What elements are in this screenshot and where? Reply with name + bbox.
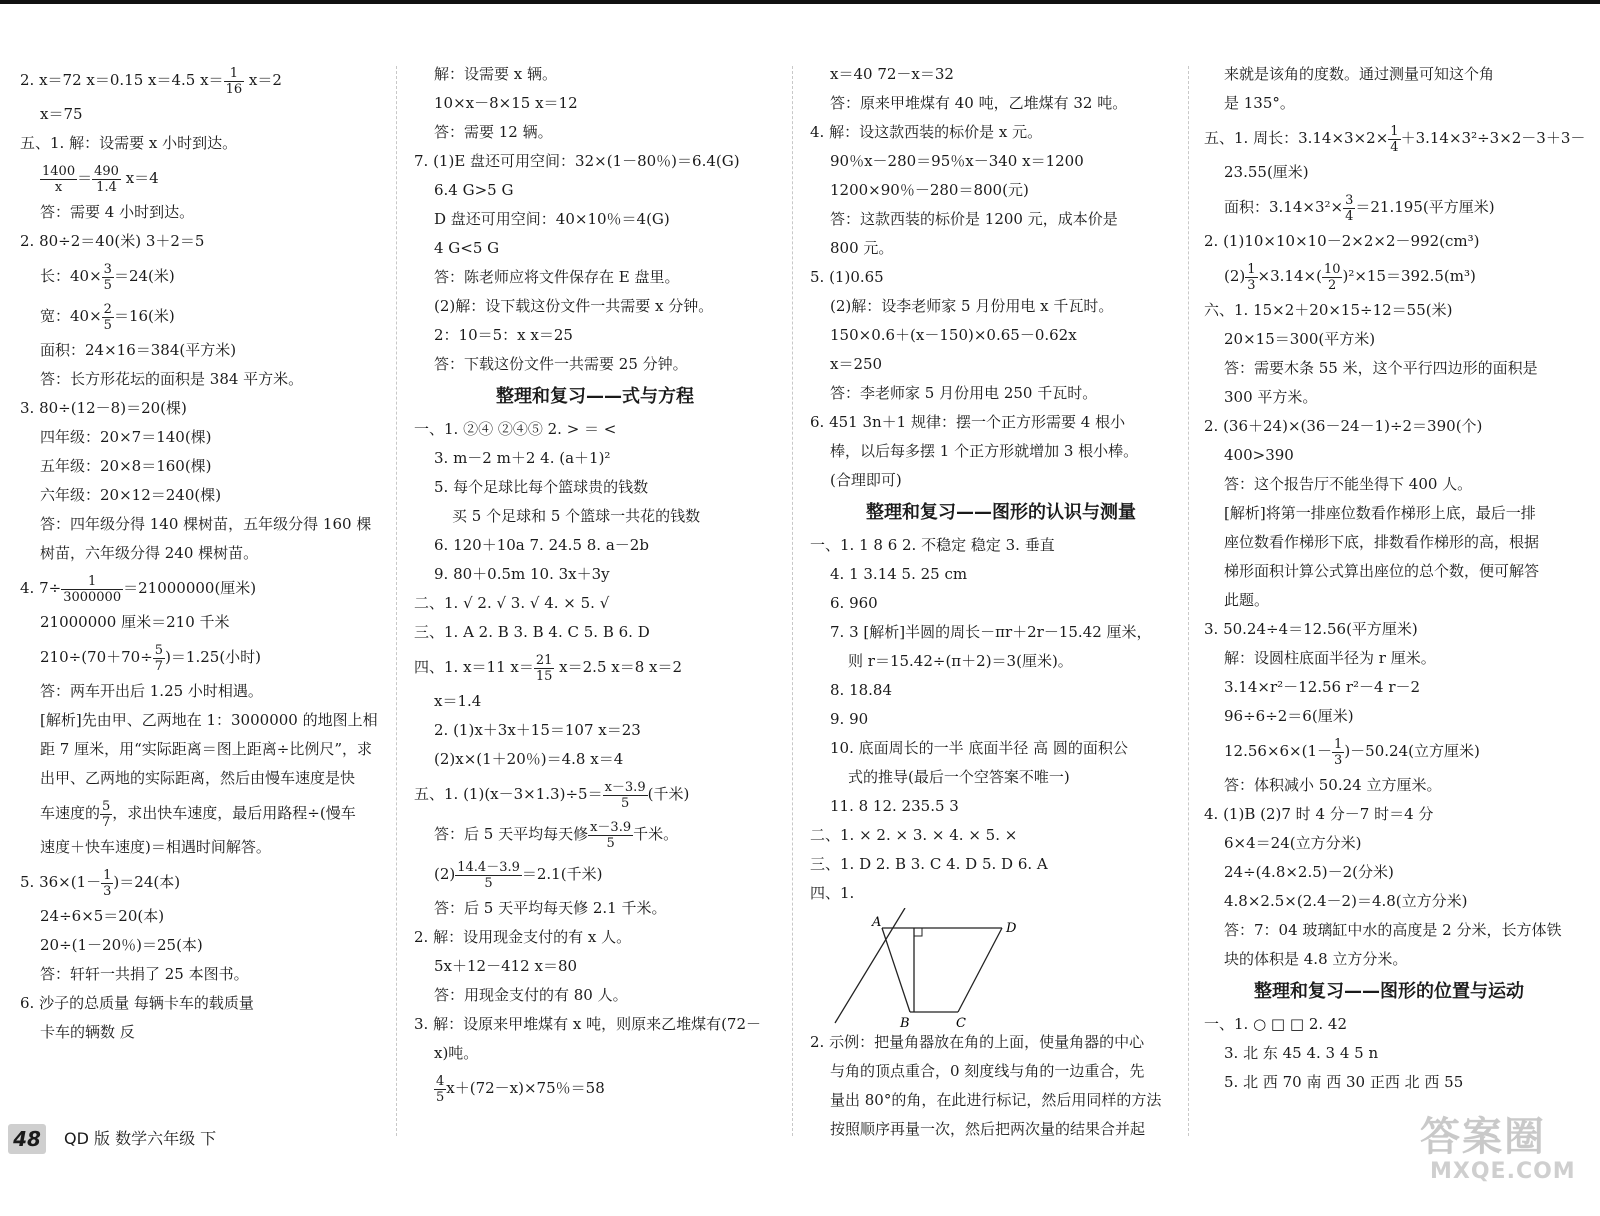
answer-line: 4 G<5 G	[434, 239, 500, 257]
answer-line: 2. (36＋24)×(36－24－1)÷2＝390(个)	[1204, 417, 1483, 435]
answer-line: 六年级：20×12＝240(棵)	[40, 486, 222, 504]
answer-line: 五、1. 解：设需要 x 小时到达。	[20, 134, 238, 152]
answer-line: 五、1. (1)(x－3×1.3)÷5＝ $\frac{x-3.9}{5}$ (千米)	[414, 779, 690, 811]
watermark	[1420, 1105, 1590, 1205]
vertex-label-b: B	[900, 1016, 910, 1028]
answer-line: 10×x－8×15 x＝12	[434, 94, 578, 112]
answer-line: 5. 北 西 70 南 西 30 正西 北 西 55	[1224, 1073, 1464, 1091]
answer-line: 答：这款西装的标价是 1200 元，成本价是	[830, 210, 1118, 228]
column-divider	[396, 66, 397, 1136]
answer-line: 按照顺序再量一次，然后把两次量的结果合并起	[830, 1120, 1146, 1138]
answer-line: 24÷6×5＝20(本)	[40, 907, 165, 925]
answer-line: 6.4 G>5 G	[434, 181, 514, 199]
answer-line: (2) $\frac{14.4-3.9}{5}$ ＝2.1(千米)	[434, 859, 603, 891]
answer-line: 23.55(厘米)	[1224, 163, 1309, 181]
answer-line: 三、1. A 2. B 3. B 4. C 5. B 6. D	[414, 623, 650, 641]
answer-line: 答：需要 4 小时到达。	[40, 203, 195, 221]
answer-line: 300 平方米。	[1224, 388, 1318, 406]
answer-line: 5. 每个足球比每个篮球贵的钱数	[434, 478, 649, 496]
answer-line: 解：设圆柱底面半径为 r 厘米。	[1224, 649, 1436, 667]
answer-line: 4. 解：设这款西装的标价是 x 元。	[810, 123, 1043, 141]
section-heading: 整理和复习——图形的位置与运动	[1254, 981, 1524, 1002]
answer-column-1	[20, 60, 378, 1047]
answer-line: 7. (1)E 盘还可用空间：32×(1－80％)＝6.4(G)	[414, 152, 740, 170]
geometry-figure	[810, 908, 1192, 1028]
answer-line: 来就是该角的度数。通过测量可知这个角	[1224, 65, 1495, 83]
answer-line: 与角的顶点重合，0 刻度线与角的一边重合，先	[830, 1062, 1145, 1080]
answer-line: 答：两车开出后 1.25 小时相遇。	[40, 682, 263, 700]
answer-line: 答：后 5 天平均每天修 $\frac{x-3.9}{5}$ 千米。	[434, 819, 679, 851]
answer-line: 150×0.6＋(x－150)×0.65－0.62x	[830, 326, 1077, 344]
answer-line: 面积：24×16＝384(平方米)	[40, 341, 237, 359]
top-rule	[0, 0, 1600, 4]
analysis-line: 此题。	[1224, 591, 1270, 609]
answer-column-2	[414, 60, 776, 1108]
answer-line: 面积：3.14×3²× $\frac{3}{4}$ ＝21.195(平方厘米)	[1224, 192, 1495, 224]
answer-line: 长：40× $\frac{3}{5}$ ＝24(米)	[40, 261, 175, 293]
analysis-line: 车速度的 $\frac{5}{7}$ ，求出快车速度，最后用路程÷(慢车	[40, 798, 356, 830]
answer-line: 6. 沙子的总质量 每辆卡车的载质量	[20, 994, 254, 1012]
answer-line: 三、1. D 2. B 3. C 4. D 5. D 6. A	[810, 855, 1048, 873]
answer-line: 答：这个报告厅不能坐得下 400 人。	[1224, 475, 1473, 493]
answer-line: x＝40 72－x＝32	[830, 65, 954, 83]
answer-line: (2) $\frac{1}{3}$ ×3.14×( $\frac{10}{2}$ )²×15＝392.5(m³)	[1224, 261, 1476, 293]
analysis-line: 出甲、乙两地的实际距离，然后由慢车速度是快	[40, 769, 356, 787]
vertex-label-d: D	[1006, 921, 1017, 936]
answer-line: 400>390	[1224, 446, 1294, 464]
answer-line: 二、1. √ 2. √ 3. √ 4. × 5. √	[414, 594, 610, 612]
answer-line: 五年级：20×8＝160(棵)	[40, 457, 212, 475]
answer-line: 式的推导(最后一个空答案不唯一)	[848, 768, 1070, 786]
section-heading: 整理和复习——图形的认识与测量	[866, 502, 1136, 523]
answer-line: 10. 底面周长的一半 底面半径 高 圆的面积公	[830, 739, 1128, 757]
answer-line: 四年级：20×7＝140(棵)	[40, 428, 212, 446]
page-footer	[8, 1124, 308, 1156]
answer-line: 8. 18.84	[830, 681, 893, 699]
answer-line: 1200×90％－280＝800(元)	[830, 181, 1029, 199]
answer-line: x＝1.4	[434, 692, 482, 710]
side-ba	[882, 928, 910, 1012]
answer-line: 答：轩轩一共捐了 25 本图书。	[40, 965, 249, 983]
answer-line: 12.56×6×(1－ $\frac{1}{3}$ )－50.24(立方厘米)	[1224, 736, 1480, 768]
answer-line: 4.8×2.5×(2.4－2)＝4.8(立方分米)	[1224, 892, 1468, 910]
answer-line: 答：用现金支付的有 80 人。	[434, 986, 628, 1004]
vertex-label-c: C	[956, 1016, 966, 1028]
watermark-logo-text: 答案圈	[1420, 1114, 1546, 1160]
answer-line: 90％x－280＝95％x－340 x＝1200	[830, 152, 1084, 170]
analysis-line: 梯形面积计算公式算出座位的总个数，便可解答	[1224, 562, 1540, 580]
right-angle-mark	[914, 928, 922, 936]
answer-line: (2)解：设李老师家 5 月份用电 x 千瓦时。	[830, 297, 1114, 315]
answer-line: 则 r＝15.42÷(π＋2)＝3(厘米)。	[848, 652, 1073, 670]
answer-line: 2：10＝5：x x＝25	[434, 326, 573, 344]
answer-line: 21000000 厘米＝210 千米	[40, 613, 230, 631]
answer-line: 答：陈老师应将文件保存在 E 盘里。	[434, 268, 680, 286]
answer-line: 买 5 个足球和 5 个篮球一共花的钱数	[452, 507, 701, 525]
answer-line: 2. 解：设用现金支付的有 x 人。	[414, 928, 632, 946]
answer-line: 3. 北 东 45 4. 3 4 5 n	[1224, 1044, 1379, 1062]
answer-line: 800 元。	[830, 239, 894, 257]
answer-line: 棒，以后每多摆 1 个正方形就增加 3 根小棒。	[830, 442, 1139, 460]
answer-line: 2. (1)10×10×10－2×2×2－992(cm³)	[1204, 232, 1480, 250]
watermark-url: MXQE.COM	[1430, 1159, 1576, 1184]
answer-line: 二、1. × 2. × 3. × 4. × 5. ×	[810, 826, 1018, 844]
answer-line: 答：需要 12 辆。	[434, 123, 553, 141]
answer-line: 一、1. 1 8 6 2. 不稳定 稳定 3. 垂直	[810, 536, 1055, 554]
answer-line: 9. 80＋0.5m 10. 3x＋3y	[434, 565, 610, 583]
vertex-label-a: A	[872, 915, 882, 930]
answer-line: 5. (1)0.65	[810, 268, 884, 286]
answer-line: 6×4＝24(立方分米)	[1224, 834, 1362, 852]
answer-line: x＝250	[830, 355, 883, 373]
side-dc	[958, 928, 1002, 1012]
analysis-line: 距 7 厘米，用“实际距离＝图上距离÷比例尺”，求	[40, 740, 372, 758]
answer-line: 六、1. 15×2＋20×15÷12＝55(米)	[1204, 301, 1453, 319]
answer-line: 4. (1)B (2)7 时 4 分－7 时＝4 分	[1204, 805, 1434, 823]
trapezoid-figure	[810, 908, 1190, 1028]
answer-line: 5x＋12－412 x＝80	[434, 957, 578, 975]
answer-column-3	[810, 60, 1192, 1144]
answer-line: 11. 8 12. 235.5 3	[830, 797, 959, 815]
answer-line: 量出 80°的角，在此进行标记，然后用同样的方法	[830, 1091, 1162, 1109]
answer-line: 解：设需要 x 辆。	[434, 65, 557, 83]
answer-line: 210÷(70＋70÷ $\frac{5}{7}$ )＝1.25(小时)	[40, 642, 262, 674]
answer-line: 五、1. 周长：3.14×3×2× $\frac{1}{4}$ ＋3.14×3²÷3×2－3＋3－	[1204, 123, 1586, 155]
answer-line: 24÷(4.8×2.5)－2(分米)	[1224, 863, 1394, 881]
answer-line: 答：下载这份文件一共需要 25 分钟。	[434, 355, 688, 373]
answer-line: 2. (1)x＋3x＋15＝107 x＝23	[434, 721, 641, 739]
answer-line: x＝75	[40, 105, 83, 123]
answer-line: 答：长方形花坛的面积是 384 平方米。	[40, 370, 304, 388]
page-number: 48	[8, 1124, 46, 1154]
answer-line: 答：原来甲堆煤有 40 吨，乙堆煤有 32 吨。	[830, 94, 1128, 112]
answer-line: 答：李老师家 5 月份用电 250 千瓦时。	[830, 384, 1098, 402]
book-edition-label: QD 版 数学六年级 下	[64, 1129, 217, 1148]
answer-line: 答：四年级分得 140 棵树苗，五年级分得 160 棵	[40, 515, 372, 533]
answer-line: $\frac{4}{5}$ x＋(72－x)×75％＝58	[436, 1073, 605, 1105]
answer-line: 四、1. x＝11 x＝ $\frac{21}{15}$ x＝2.5 x＝8 x＝2	[414, 652, 683, 684]
answer-line: 9. 90	[830, 710, 869, 728]
answer-line: 四、1.	[810, 884, 855, 902]
answer-line: 20×15＝300(平方米)	[1224, 330, 1376, 348]
answer-line: 答：后 5 天平均每天修 2.1 千米。	[434, 899, 667, 917]
answer-line: 3. m－2 m＋2 4. (a＋1)²	[434, 449, 611, 467]
answer-line: 7. 3 [解析]半圆的周长－πr＋2r－15.42 厘米，	[830, 623, 1152, 641]
answer-line: (2)x×(1＋20％)＝4.8 x＝4	[434, 750, 624, 768]
column-divider	[792, 66, 793, 1136]
answer-line: 答：7：04 玻璃缸中水的高度是 2 分米，长方体铁	[1224, 921, 1562, 939]
answer-line: D 盘还可用空间：40×10％＝4(G)	[434, 210, 670, 228]
answer-line: 6. 451 3n＋1 规律：摆一个正方形需要 4 根小	[810, 413, 1126, 431]
answer-line: (2)解：设下载这份文件一共需要 x 分钟。	[434, 297, 714, 315]
answer-line: 3. 80÷(12－8)＝20(棵)	[20, 399, 187, 417]
answer-line: 卡车的辆数 反	[40, 1023, 135, 1041]
answer-line: (合理即可)	[830, 471, 902, 489]
answer-line: 4. 1 3.14 5. 25 cm	[830, 565, 968, 583]
answer-line: 4. 7÷ $\frac{1}{3000000}$ ＝21000000(厘米)	[20, 573, 257, 605]
answer-line: 5. 36×(1－ $\frac{1}{3}$ )＝24(本)	[20, 867, 181, 899]
answer-line: 答：体积减小 50.24 立方厘米。	[1224, 776, 1442, 794]
answer-column-4	[1204, 60, 1586, 1097]
analysis-line: [解析]将第一排座位数看作梯形上底，最后一排	[1224, 504, 1536, 522]
analysis-line: [解析]先由甲、乙两地在 1：3000000 的地图上相	[40, 711, 378, 729]
answer-line: 2. x＝72 x＝0.15 x＝4.5 x＝ $\frac{1}{16}$ x＝2	[20, 65, 282, 97]
answer-line: 20÷(1－20％)＝25(本)	[40, 936, 203, 954]
analysis-line: 速度＋快车速度)＝相遇时间解答。	[40, 838, 271, 856]
answer-line: 答：需要木条 55 米，这个平行四边形的面积是	[1224, 359, 1538, 377]
answer-line: 宽：40× $\frac{2}{5}$ ＝16(米)	[40, 301, 175, 333]
answer-line: 2. 80÷2＝40(米) 3＋2＝5	[20, 232, 205, 250]
section-heading: 整理和复习——式与方程	[496, 386, 694, 407]
answer-line: 3.14×r²－12.56 r²－4 r－2	[1224, 678, 1421, 696]
answer-line: 块的体积是 4.8 立方分米。	[1224, 950, 1408, 968]
answer-line: 一、1. ○ □ □ 2. 42	[1204, 1015, 1347, 1033]
answer-line: 一、1. ②④ ②④⑤ 2. > ＝ <	[414, 420, 617, 438]
answer-line: 96÷6÷2＝6(厘米)	[1224, 707, 1354, 725]
answer-line: 3. 50.24÷4＝12.56(平方厘米)	[1204, 620, 1418, 638]
answer-line: 树苗，六年级分得 240 棵树苗。	[40, 544, 259, 562]
analysis-line: 座位数看作梯形下底，排数看作梯形的高，根据	[1224, 533, 1540, 551]
answer-line: 是 135°。	[1224, 94, 1295, 112]
answer-line: 3. 解：设原来甲堆煤有 x 吨，则原来乙堆煤有(72－	[414, 1015, 762, 1033]
answer-line: x)吨。	[434, 1044, 479, 1062]
answer-line: 2. 示例：把量角器放在角的上面，使量角器的中心	[810, 1033, 1145, 1051]
answer-line: $\frac{1400}{x}$ ＝ $\frac{490}{1.4}$ x＝4	[42, 163, 159, 195]
answer-line: 6. 960	[830, 594, 878, 612]
answer-line: 6. 120＋10a 7. 24.5 8. a－2b	[434, 536, 649, 554]
